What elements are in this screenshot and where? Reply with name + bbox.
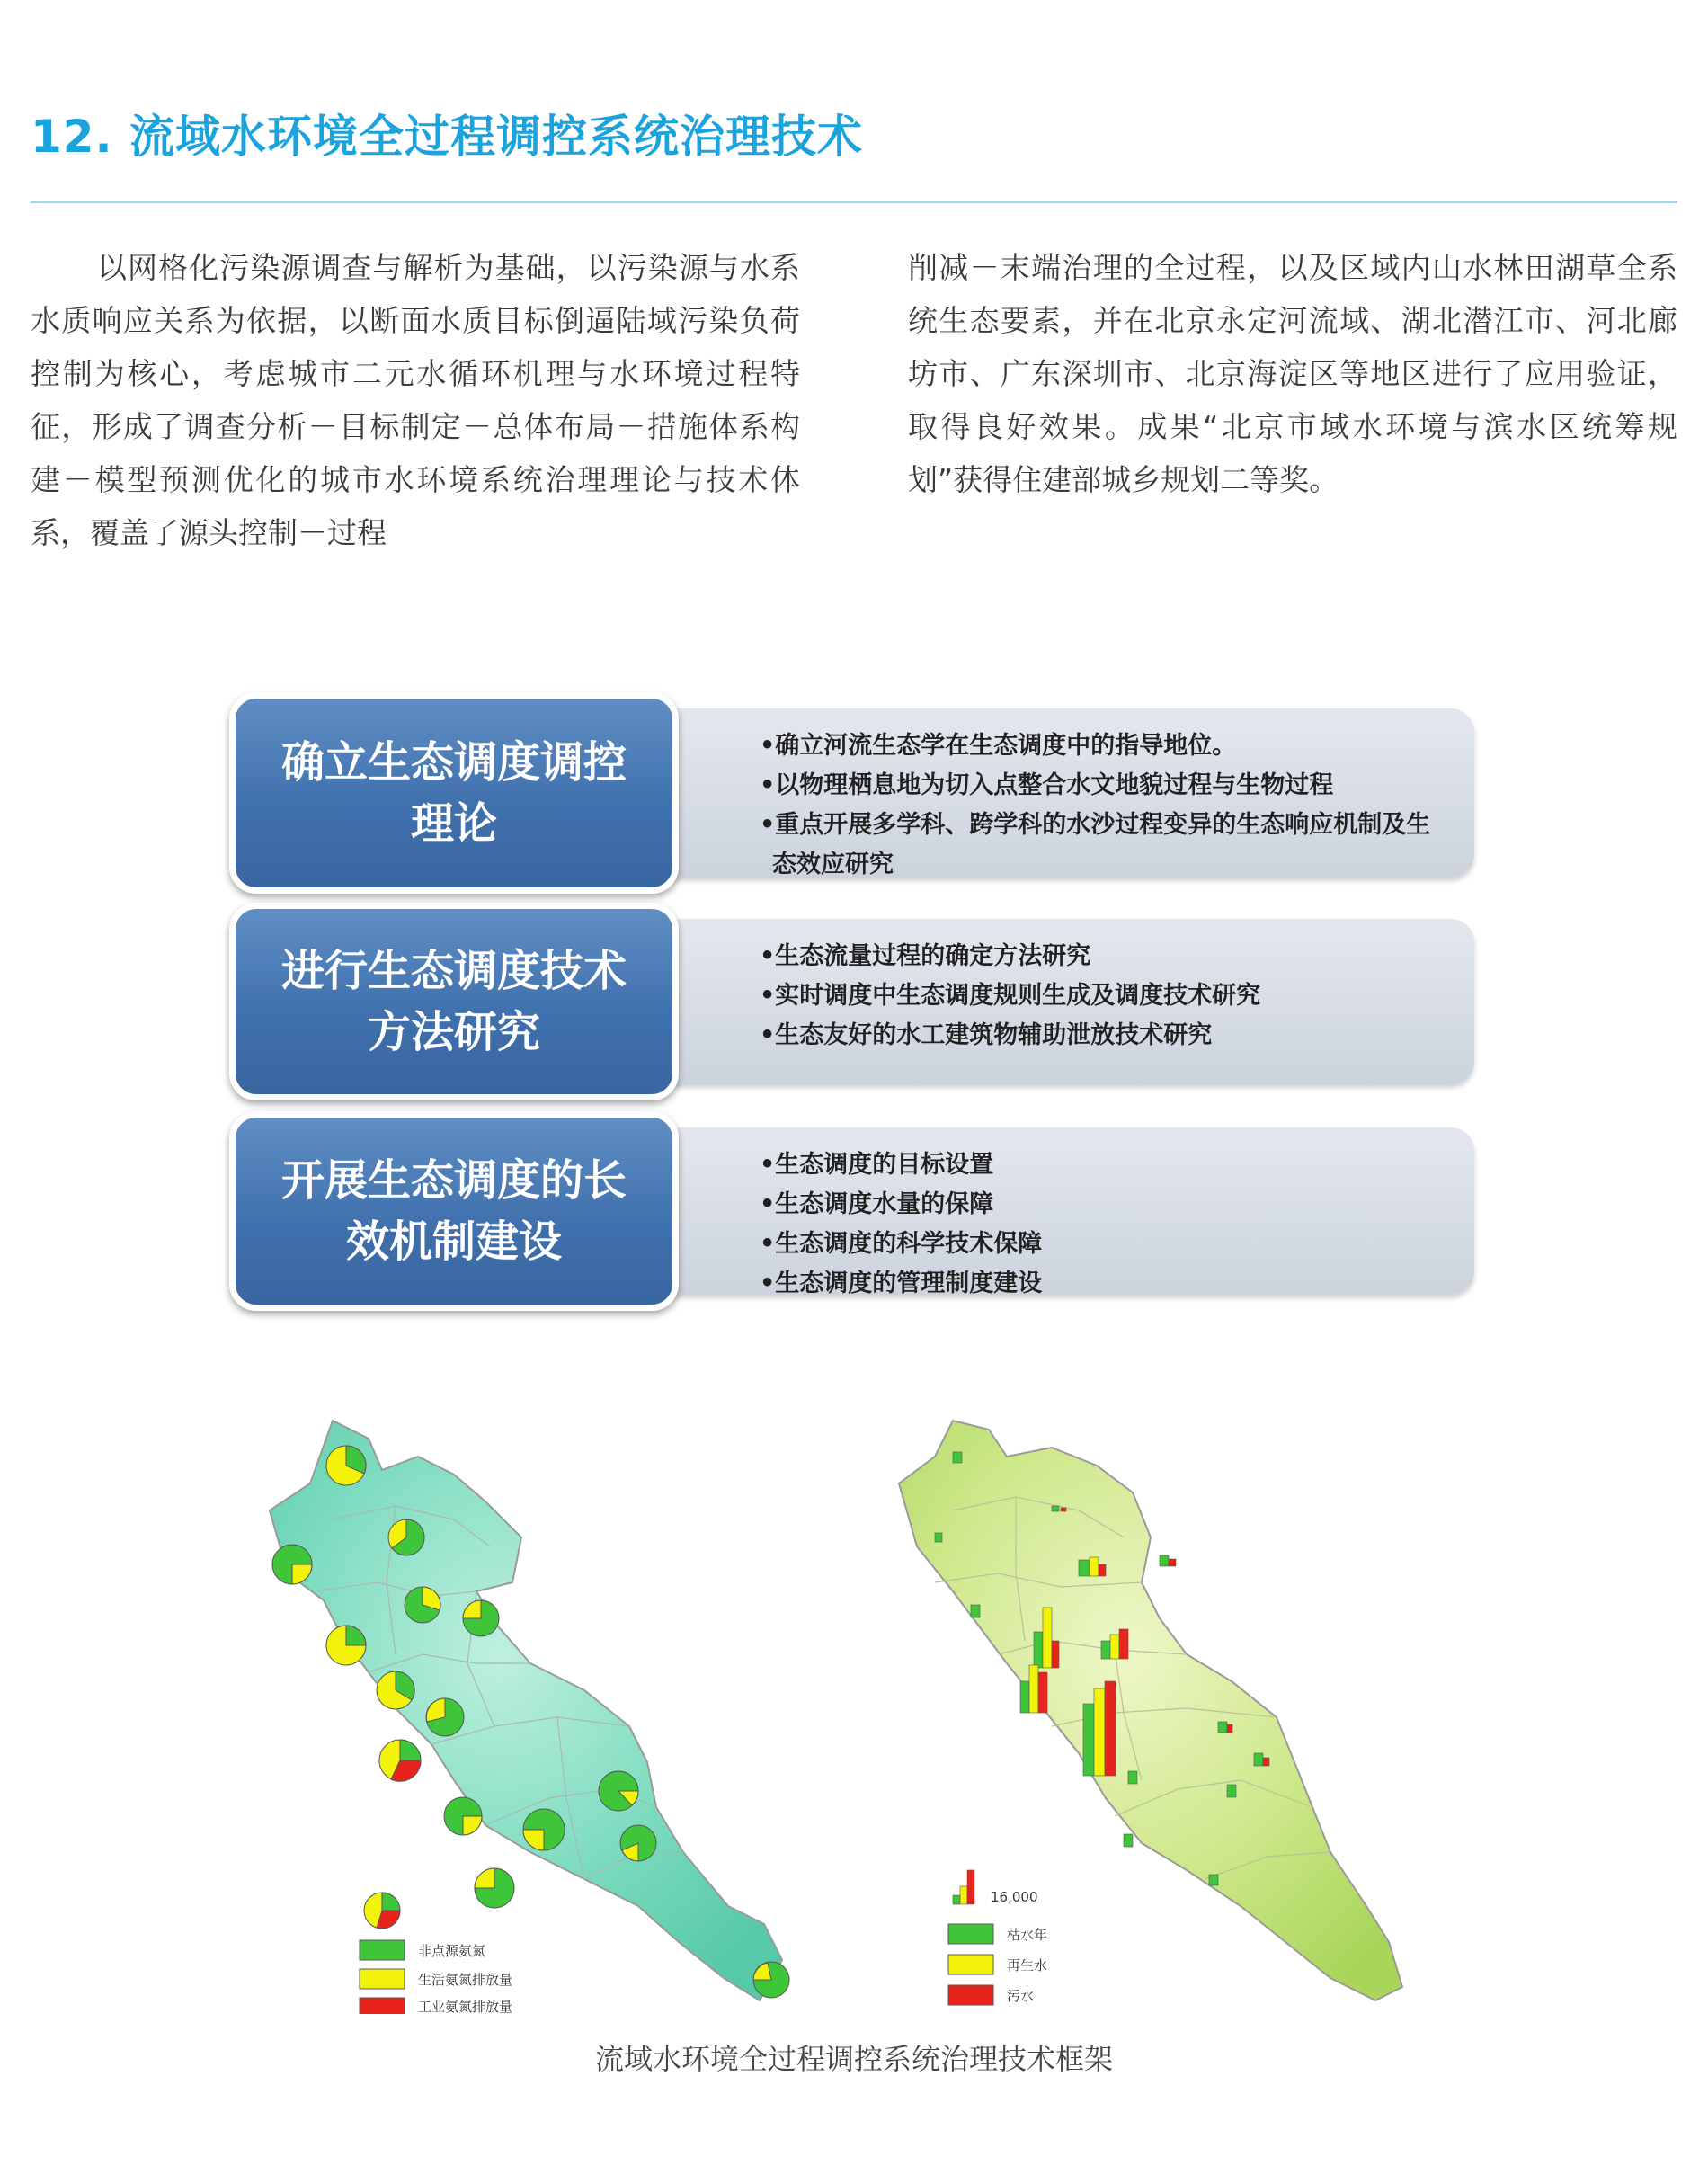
framework-item: •生态友好的水工建筑物辅助泄放技术研究 bbox=[760, 1021, 1213, 1049]
framework-item-list bbox=[760, 937, 1447, 1056]
framework-item: •生态调度的科学技术保障 bbox=[760, 1230, 1043, 1258]
framework-item: •生态流量过程的确定方法研究 bbox=[760, 942, 1091, 970]
pollution-pie-map bbox=[270, 1421, 789, 2014]
framework-heading-box: 进行生态调度技术方法研究 bbox=[229, 903, 679, 1100]
pollution-legend bbox=[360, 1893, 512, 2014]
framework-item: •生态调度水量的保障 bbox=[760, 1190, 994, 1218]
framework-item: •确立河流生态学在生态调度中的指导地位。 bbox=[760, 732, 1237, 760]
framework-row-theory bbox=[229, 692, 1479, 894]
intro-left-column: 以网格化污染源调查与解析为基础，以污染源与水系水质响应关系为依据，以断面水质目标倒逼陆域污染负荷控制为核心，考虑城市二元水循环机理与水环境过程特征，形成了调查分析－目标制定－总体布局－措施体系构建－模型预测优化的城市水环境系统治理理论与技术体系，覆盖了源头控制－过程 bbox=[31, 250, 800, 550]
watershed-maps-figure bbox=[261, 1403, 1519, 2014]
intro-right-column: 削减－末端治理的全过程，以及区域内山水林田湖草全系统生态要素，并在北京永定河流域、湖北潜江市、河北廊坊市、广东深圳市、北京海淀区等地区进行了应用验证，取得良好效果。成果“北京市域水环境与滨水区统筹规划”获得住建部城乡规划二等奖。 bbox=[908, 250, 1677, 497]
legend-label: 非点源氨氮 bbox=[418, 1943, 486, 1959]
legend-label: 污水 bbox=[1007, 1988, 1035, 2004]
framework-item-list bbox=[760, 726, 1447, 885]
framework-row-mechanism bbox=[229, 1111, 1479, 1313]
legend-label: 工业氨氮排放量 bbox=[418, 1999, 513, 2014]
framework-heading-box: 开展生态调度的长效机制建设 bbox=[229, 1111, 679, 1311]
framework-item: •以物理栖息地为切入点整合水文地貌过程与生物过程 bbox=[760, 771, 1334, 799]
framework-heading-box: 确立生态调度调控理论 bbox=[229, 692, 679, 894]
legend-label: 枯水年 bbox=[1007, 1927, 1048, 1943]
watershed-outline bbox=[270, 1421, 782, 2000]
legend-label: 生活氨氮排放量 bbox=[418, 1972, 513, 1988]
framework-item: •实时调度中生态调度规则生成及调度技术研究 bbox=[760, 982, 1261, 1010]
page-title: 12. 流域水环境全过程调控系统治理技术 bbox=[31, 111, 863, 163]
framework-item: •生态调度的管理制度建设 bbox=[760, 1270, 1043, 1297]
title-divider bbox=[31, 201, 1677, 203]
framework-item-list bbox=[760, 1145, 1447, 1304]
water-legend bbox=[948, 1870, 1047, 2005]
framework-item: •生态调度的目标设置 bbox=[760, 1151, 994, 1179]
figure-caption: 流域水环境全过程调控系统治理技术框架 bbox=[594, 2042, 1113, 2076]
framework-diagram bbox=[229, 692, 1479, 1322]
framework-item: •重点开展多学科、跨学科的水沙过程变异的生态响应机制及生态效应研究 bbox=[760, 811, 1431, 878]
water-supply-bar-map bbox=[899, 1421, 1402, 2005]
framework-row-methods bbox=[229, 903, 1479, 1104]
legend-scale-value: 16,000 bbox=[991, 1889, 1038, 1905]
legend-label: 再生水 bbox=[1007, 1957, 1048, 1974]
